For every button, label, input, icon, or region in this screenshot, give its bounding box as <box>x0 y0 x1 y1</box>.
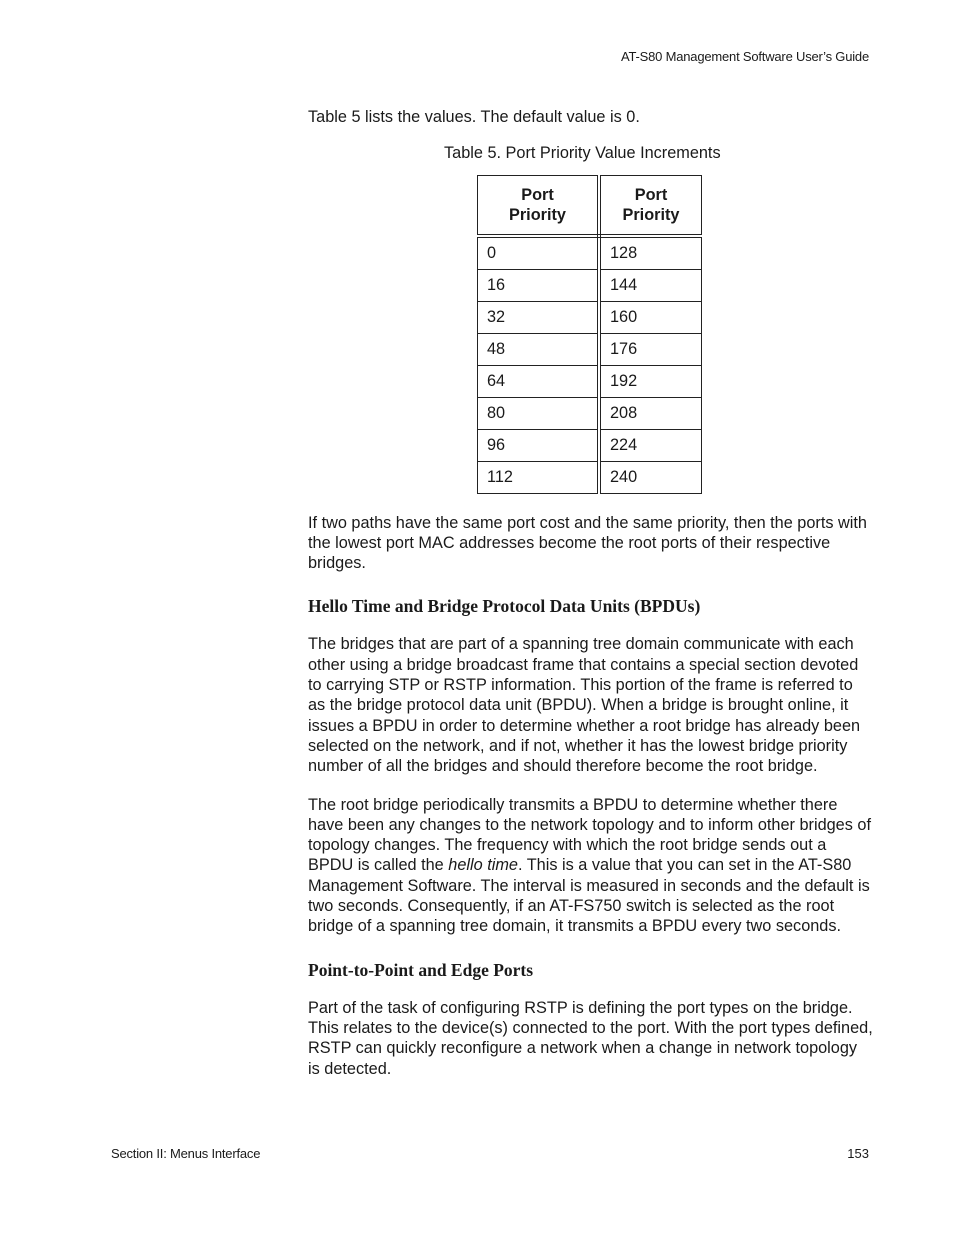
table-cell: 208 <box>599 397 702 429</box>
column-header: Port Priority <box>599 175 702 236</box>
text-run: The root bridge periodically transmits a BPDU to determine whether there have been any changes to the network topology and to inform other bridges of topology changes. The frequency with which the root bridge sends out a BPDU is called the <box>308 795 871 875</box>
table-cell: 80 <box>478 397 600 429</box>
emphasis-term: hello time <box>448 856 518 875</box>
table-row <box>478 365 702 397</box>
table-cell: 0 <box>478 236 600 270</box>
table-row <box>478 461 702 493</box>
table-cell: 176 <box>599 333 702 365</box>
table-cell: 240 <box>599 461 702 493</box>
edge-ports-paragraph: Part of the task of configuring RSTP is defining the port types on the bridge. This relates to the device(s) connected to the port. With the port types defined, RSTP can quickly reconfigure a network when a change in network topology is detected. <box>308 998 873 1078</box>
table-row <box>478 236 702 270</box>
table-cell: 96 <box>478 429 600 461</box>
table-cell: 112 <box>478 461 600 493</box>
section-heading-edge-ports: Point-to-Point and Edge Ports <box>308 959 534 980</box>
page-body <box>308 107 873 1079</box>
section-heading-hello-time: Hello Time and Bridge Protocol Data Units (BPDUs) <box>308 596 701 617</box>
table-caption: Table 5. Port Priority Value Increments <box>444 144 721 163</box>
table-row <box>478 269 702 301</box>
table-cell: 160 <box>599 301 702 333</box>
footer-section: Section II: Menus Interface <box>111 1146 261 1161</box>
table-cell: 144 <box>599 269 702 301</box>
running-header: AT-S80 Management Software User’s Guide <box>621 49 869 64</box>
table-cell: 64 <box>478 365 600 397</box>
table-cell: 32 <box>478 301 600 333</box>
page-number: 153 <box>847 1146 869 1161</box>
bpdu-paragraph: The bridges that are part of a spanning tree domain communicate with each other using a bridge broadcast frame that contains a special section devoted to carrying STP or RSTP information. This portion of the frame is referred to as the bridge protocol data unit (BPDU). When a bridge is brought online, it issues a BPDU in order to determine whether a root bridge has already been selected on the network, and if not, whether it has the lowest bridge priority number of all the bridges and should therefore become the root bridge. <box>308 635 861 776</box>
table-body <box>478 236 702 494</box>
column-header: Port Priority <box>478 175 600 236</box>
table-row <box>478 301 702 333</box>
port-priority-table <box>477 175 702 494</box>
table-row <box>478 397 702 429</box>
table-cell: 192 <box>599 365 702 397</box>
text-run: . This is a value that you can set in the AT-S80 Management Software. The interval is measured in seconds and the default is two seconds. Consequently, if an AT-FS750 switch is selected as the root bridge of a spanning tree domain, it transmits a BPDU every two seconds. <box>308 856 870 936</box>
tie-break-paragraph: If two paths have the same port cost and the same priority, then the ports with the lowest port MAC addresses become the root ports of their respective bridges. <box>308 513 867 573</box>
table-cell: 128 <box>599 236 702 270</box>
table-cell: 16 <box>478 269 600 301</box>
hello-time-paragraph <box>308 795 873 937</box>
table-row <box>478 333 702 365</box>
table-header-row <box>478 175 702 236</box>
table-cell: 48 <box>478 333 600 365</box>
table-row <box>478 429 702 461</box>
table-cell: 224 <box>599 429 702 461</box>
intro-paragraph: Table 5 lists the values. The default value is 0. <box>308 108 640 126</box>
